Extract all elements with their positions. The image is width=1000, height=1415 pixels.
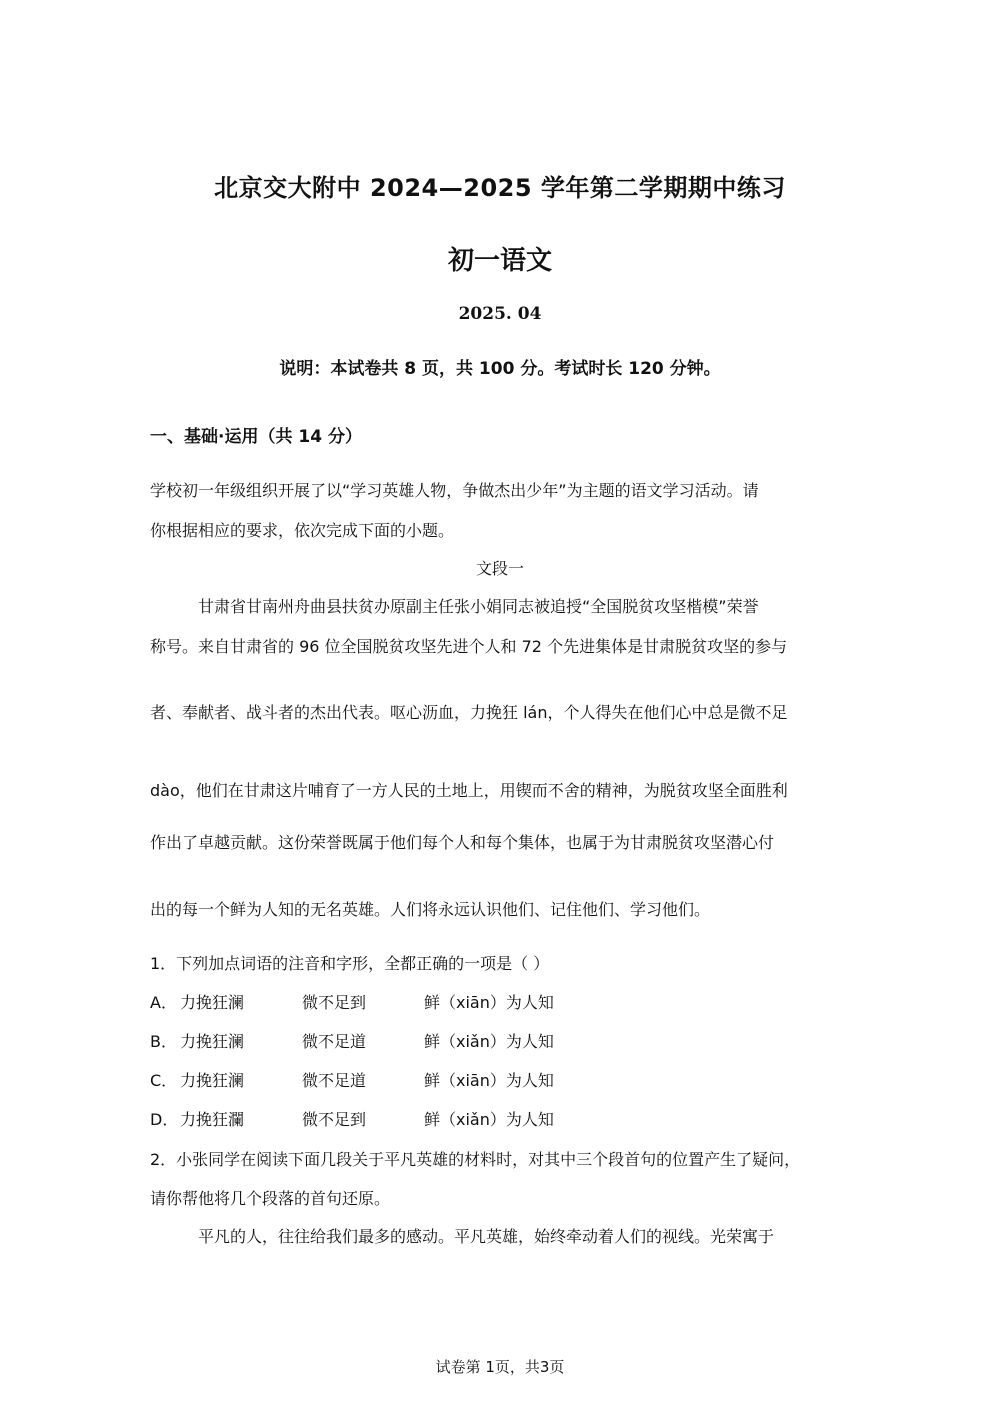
passage-line: 平凡的人，往往给我们最多的感动。平凡英雄，始终牵动着人们的视线。光荣寓于 (198, 1227, 775, 1246)
intro-line: 学校初一年级组织开展了以“学习英雄人物，争做杰出少年”为主题的语文学习活动。请 (150, 481, 759, 500)
passage-line: 出的每一个鲜为人知的无名英雄。人们将永远认识他们、记住他们、学习他们。 (150, 900, 711, 919)
option-word: 鲜（xiǎn）为人知 (424, 1110, 554, 1129)
option-word: 力挽狂澜 (180, 1071, 245, 1090)
option-word: 微不足到 (302, 993, 367, 1012)
question-2-stem: 2．小张同学在阅读下面几段关于平凡英雄的材料时，对其中三个段首句的位置产生了疑问， (150, 1150, 801, 1169)
option-letter: C． (150, 1071, 178, 1090)
option-word: 力挽狂澜 (180, 1032, 245, 1051)
exam-date: 2025. 04 (458, 304, 542, 324)
question-2-stem: 请你帮他将几个段落的首句还原。 (150, 1189, 391, 1208)
passage-line: 作出了卓越贡献。这份荣誉既属于他们每个人和每个集体，也属于为甘肃脱贫攻坚潜心付 (150, 833, 775, 852)
exam-title: 北京交大附中 2024—2025 学年第二学期期中练习 (214, 174, 786, 202)
question-1-stem: 1．下列加点词语的注音和字形，全都正确的一项是（ ） (150, 954, 550, 973)
passage-line: dào，他们在甘肃这片哺育了一方人民的土地上，用锲而不舍的精神，为脱贫攻坚全面胜利 (150, 781, 788, 800)
option-word: 力挽狂瀾 (180, 1110, 245, 1129)
option-d[interactable] (150, 1107, 554, 1130)
option-b[interactable] (150, 1029, 554, 1052)
exam-note: 说明：本试卷共 8 页，共 100 分。考试时长 120 分钟。 (279, 359, 721, 379)
subject-title: 初一语文 (447, 246, 552, 276)
option-word: 微不足道 (302, 1071, 367, 1090)
passage-line: 称号。来自甘肃省的 96 位全国脱贫攻坚先进个人和 72 个先进集体是甘肃脱贫攻坚的参与 (150, 637, 788, 656)
option-word: 鲜（xiǎn）为人知 (424, 1032, 554, 1051)
passage-title: 文段一 (475, 559, 524, 578)
option-letter: D． (150, 1110, 179, 1129)
passage-line: 者、奉献者、战斗者的杰出代表。呕心沥血，力挽狂 lán，个人得失在他们心中总是微不足 (150, 703, 788, 722)
option-letter: A． (150, 993, 177, 1012)
section-heading: 一、基础·运用（共 14 分） (150, 427, 362, 447)
option-c[interactable] (150, 1068, 554, 1091)
option-a[interactable] (150, 990, 554, 1013)
option-word: 鲜（xiān）为人知 (424, 993, 554, 1012)
option-letter: B． (150, 1032, 177, 1051)
option-word: 微不足道 (302, 1032, 367, 1051)
option-word: 微不足到 (302, 1110, 367, 1129)
passage-line: 甘肃省甘南州舟曲县扶贫办原副主任张小娟同志被追授“全国脱贫攻坚楷模”荣誉 (198, 597, 759, 616)
intro-line: 你根据相应的要求，依次完成下面的小题。 (150, 521, 455, 540)
option-word: 力挽狂澜 (180, 993, 245, 1012)
option-word: 鲜（xiān）为人知 (424, 1071, 554, 1090)
page-footer: 试卷第 1页，共3页 (435, 1358, 565, 1376)
